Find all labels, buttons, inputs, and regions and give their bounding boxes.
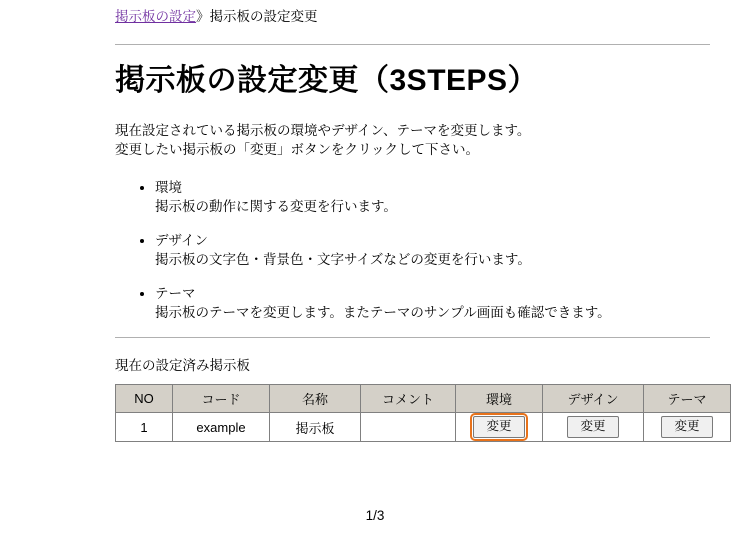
page-title: 掲示板の設定変更（3STEPS） <box>115 63 539 97</box>
breadcrumb-link-board-settings[interactable]: 掲示板の設定 <box>115 9 196 24</box>
list-item-description: 掲示板の文字色・背景色・文字サイズなどの変更を行います。 <box>155 252 531 268</box>
page-indicator: 1/3 <box>365 508 385 523</box>
column-header-theme: テーマ <box>644 385 731 413</box>
list-item <box>155 178 750 217</box>
intro-line-2: 変更したい掲示板の「変更」ボタンをクリックして下さい。 <box>115 142 479 158</box>
column-header-no: NO <box>116 385 173 413</box>
cell-code: example <box>173 413 270 442</box>
cell-comment <box>361 413 456 442</box>
column-header-code: コード <box>173 385 270 413</box>
divider-middle <box>115 337 710 338</box>
intro-text <box>115 121 750 160</box>
cell-name: 掲示板 <box>270 413 361 442</box>
change-theme-button[interactable]: 変更 <box>661 416 712 438</box>
column-header-design: デザイン <box>543 385 644 413</box>
list-item <box>155 231 750 270</box>
breadcrumb-current: 掲示板の設定変更 <box>209 9 318 24</box>
list-item-title: • 環境 <box>155 179 182 195</box>
column-header-comment: コメント <box>361 385 456 413</box>
table-row <box>116 413 731 442</box>
breadcrumb-separator: 》 <box>196 9 210 24</box>
cell-theme <box>644 413 731 442</box>
list-item-description: 掲示板の動作に関する変更を行います。 <box>155 199 397 215</box>
list-item <box>155 284 750 323</box>
breadcrumb <box>0 0 750 26</box>
change-environment-button[interactable]: 変更 <box>473 416 524 438</box>
cell-no: 1 <box>116 413 173 442</box>
cell-design <box>543 413 644 442</box>
feature-list <box>0 178 750 323</box>
divider-top <box>115 44 710 45</box>
configured-boards-table <box>115 384 731 442</box>
cell-environment <box>456 413 543 442</box>
section-label-configured-boards: 現在の設定済み掲示板 <box>115 358 250 374</box>
table-header-row <box>116 385 731 413</box>
change-design-button[interactable]: 変更 <box>567 416 618 438</box>
column-header-name: 名称 <box>270 385 361 413</box>
list-item-title: • テーマ <box>155 285 196 301</box>
list-item-title: • デザイン <box>155 232 209 248</box>
list-item-description: 掲示板のテーマを変更します。またテーマのサンプル画面も確認できます。 <box>155 305 611 321</box>
column-header-environment: 環境 <box>456 385 543 413</box>
intro-line-1: 現在設定されている掲示板の環境やデザイン、テーマを変更します。 <box>115 122 531 138</box>
